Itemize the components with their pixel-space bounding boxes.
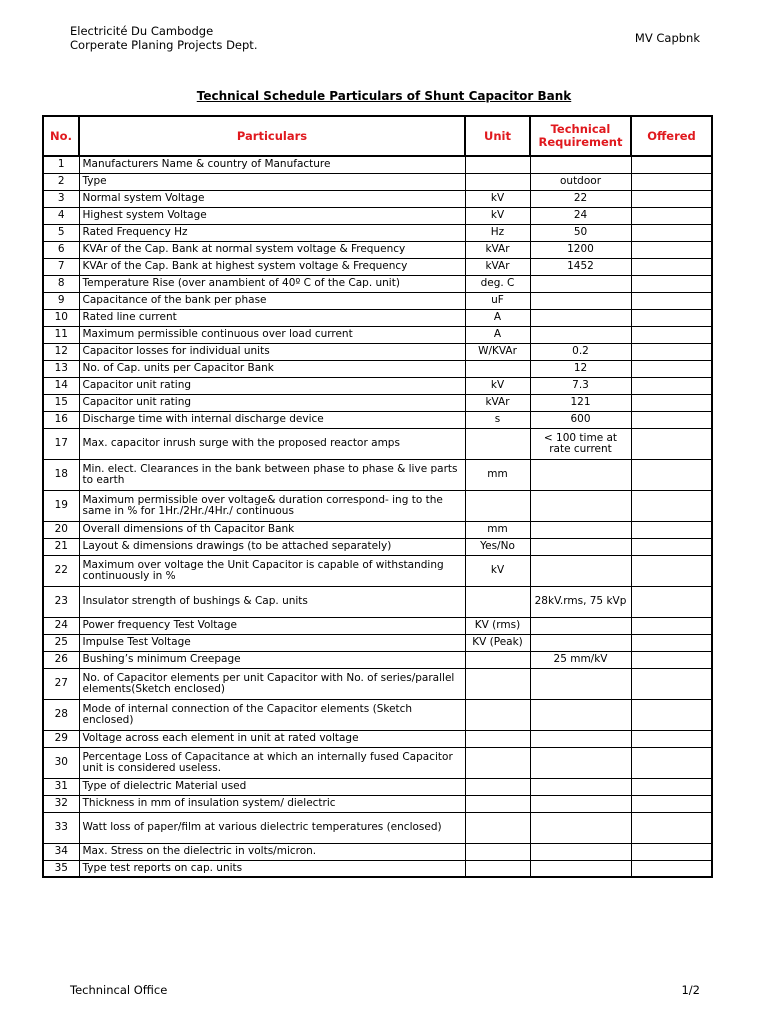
- particulars-cell: Maximum permissible over voltage& duration correspond- ing to the same in % for 1Hr./2Hr./4Hr./ continuous: [79, 490, 465, 521]
- unit-cell: [465, 360, 530, 377]
- particulars-cell: Capacitor unit rating: [79, 394, 465, 411]
- particulars-cell: Min. elect. Clearances in the bank between phase to phase & live parts to earth: [79, 459, 465, 490]
- table-row: [43, 860, 712, 877]
- unit-cell: Yes/No: [465, 538, 530, 555]
- technical-requirement-cell: 24: [530, 207, 631, 224]
- table-row: [43, 668, 712, 699]
- organization-header: [70, 24, 257, 52]
- unit-cell: W/KVAr: [465, 343, 530, 360]
- technical-requirement-cell: [530, 747, 631, 778]
- technical-requirement-cell: [530, 459, 631, 490]
- particulars-cell: Insulator strength of bushings & Cap. units: [79, 586, 465, 617]
- row-number-cell: 25: [43, 634, 79, 651]
- department-name: Corperate Planing Projects Dept.: [70, 38, 258, 52]
- particulars-cell: Capacitance of the bank per phase: [79, 292, 465, 309]
- unit-cell: KV (rms): [465, 617, 530, 634]
- unit-cell: A: [465, 309, 530, 326]
- row-number-cell: 32: [43, 795, 79, 812]
- row-number-cell: 34: [43, 843, 79, 860]
- technical-requirement-cell: [530, 156, 631, 173]
- particulars-cell: Maximum over voltage the Unit Capacitor is capable of withstanding continuously in %: [79, 555, 465, 586]
- unit-cell: [465, 812, 530, 843]
- table-row: [43, 459, 712, 490]
- table-row: [43, 394, 712, 411]
- particulars-cell: Discharge time with internal discharge device: [79, 411, 465, 428]
- offered-cell: [631, 428, 712, 459]
- technical-requirement-cell: 28kV.rms, 75 kVp: [530, 586, 631, 617]
- row-number-cell: 24: [43, 617, 79, 634]
- offered-cell: [631, 730, 712, 747]
- offered-cell: [631, 747, 712, 778]
- technical-requirement-cell: [530, 326, 631, 343]
- particulars-cell: Rated line current: [79, 309, 465, 326]
- table-row: [43, 812, 712, 843]
- particulars-cell: No. of Capacitor elements per unit Capacitor with No. of series/parallel elements(Sketch enclosed): [79, 668, 465, 699]
- particulars-cell: Capacitor losses for individual units: [79, 343, 465, 360]
- technical-requirement-cell: [530, 490, 631, 521]
- table-row: [43, 617, 712, 634]
- offered-cell: [631, 778, 712, 795]
- row-number-cell: 12: [43, 343, 79, 360]
- unit-cell: kV: [465, 555, 530, 586]
- table-row: [43, 586, 712, 617]
- particulars-cell: Impulse Test Voltage: [79, 634, 465, 651]
- technical-requirement-cell: 50: [530, 224, 631, 241]
- row-number-cell: 6: [43, 241, 79, 258]
- technical-requirement-cell: 1200: [530, 241, 631, 258]
- row-number-cell: 3: [43, 190, 79, 207]
- unit-cell: deg. C: [465, 275, 530, 292]
- technical-requirement-cell: 0.2: [530, 343, 631, 360]
- table-row: [43, 343, 712, 360]
- unit-cell: [465, 586, 530, 617]
- particulars-cell: Overall dimensions of th Capacitor Bank: [79, 521, 465, 538]
- technical-requirement-cell: 1452: [530, 258, 631, 275]
- row-number-cell: 20: [43, 521, 79, 538]
- table-row: [43, 156, 712, 173]
- table-row: [43, 521, 712, 538]
- row-number-cell: 18: [43, 459, 79, 490]
- offered-cell: [631, 795, 712, 812]
- unit-cell: [465, 651, 530, 668]
- row-number-cell: 19: [43, 490, 79, 521]
- offered-cell: [631, 224, 712, 241]
- particulars-cell: Temperature Rise (over anambient of 40º C of the Cap. unit): [79, 275, 465, 292]
- technical-requirement-cell: [530, 555, 631, 586]
- table-row: [43, 275, 712, 292]
- offered-cell: [631, 668, 712, 699]
- row-number-cell: 16: [43, 411, 79, 428]
- table-row: [43, 411, 712, 428]
- technical-requirement-cell: 600: [530, 411, 631, 428]
- technical-requirement-cell: [530, 860, 631, 877]
- technical-requirement-cell: 25 mm/kV: [530, 651, 631, 668]
- particulars-cell: Bushing’s minimum Creepage: [79, 651, 465, 668]
- unit-cell: kV: [465, 377, 530, 394]
- document-id: MV Capbnk: [634, 31, 700, 45]
- table-row: [43, 207, 712, 224]
- offered-cell: [631, 812, 712, 843]
- particulars-cell: Max. capacitor inrush surge with the proposed reactor amps: [79, 428, 465, 459]
- particulars-cell: No. of Cap. units per Capacitor Bank: [79, 360, 465, 377]
- unit-cell: [465, 860, 530, 877]
- unit-cell: kVAr: [465, 241, 530, 258]
- particulars-cell: KVAr of the Cap. Bank at normal system voltage & Frequency: [79, 241, 465, 258]
- offered-cell: [631, 258, 712, 275]
- offered-cell: [631, 394, 712, 411]
- offered-cell: [631, 538, 712, 555]
- technical-requirement-cell: [530, 795, 631, 812]
- offered-cell: [631, 360, 712, 377]
- unit-cell: [465, 173, 530, 190]
- unit-cell: kVAr: [465, 258, 530, 275]
- technical-schedule-table: [42, 115, 713, 878]
- unit-cell: [465, 778, 530, 795]
- table-row: [43, 778, 712, 795]
- offered-cell: [631, 411, 712, 428]
- unit-cell: [465, 747, 530, 778]
- technical-requirement-cell: [530, 292, 631, 309]
- particulars-cell: Percentage Loss of Capacitance at which an internally fused Capacitor unit is considered useless.: [79, 747, 465, 778]
- offered-cell: [631, 173, 712, 190]
- table-row: [43, 795, 712, 812]
- table-row: [43, 538, 712, 555]
- row-number-cell: 2: [43, 173, 79, 190]
- offered-cell: [631, 699, 712, 730]
- technical-requirement-cell: [530, 275, 631, 292]
- offered-cell: [631, 555, 712, 586]
- row-number-cell: 5: [43, 224, 79, 241]
- particulars-cell: Type: [79, 173, 465, 190]
- offered-cell: [631, 843, 712, 860]
- table-row: [43, 309, 712, 326]
- table-row: [43, 747, 712, 778]
- technical-requirement-cell: 22: [530, 190, 631, 207]
- column-header-technical-requirement: Technical Requirement: [530, 116, 631, 156]
- particulars-cell: Rated Frequency Hz: [79, 224, 465, 241]
- row-number-cell: 26: [43, 651, 79, 668]
- column-header-offered: Offered: [631, 116, 712, 156]
- unit-cell: [465, 428, 530, 459]
- technical-requirement-cell: outdoor: [530, 173, 631, 190]
- particulars-cell: Normal system Voltage: [79, 190, 465, 207]
- table-row: [43, 292, 712, 309]
- row-number-cell: 7: [43, 258, 79, 275]
- row-number-cell: 15: [43, 394, 79, 411]
- technical-requirement-cell: [530, 617, 631, 634]
- row-number-cell: 33: [43, 812, 79, 843]
- offered-cell: [631, 326, 712, 343]
- particulars-cell: Power frequency Test Voltage: [79, 617, 465, 634]
- offered-cell: [631, 275, 712, 292]
- offered-cell: [631, 617, 712, 634]
- unit-cell: [465, 490, 530, 521]
- unit-cell: s: [465, 411, 530, 428]
- document-title: Technical Schedule Particulars of Shunt Capacitor Bank: [196, 89, 572, 103]
- row-number-cell: 27: [43, 668, 79, 699]
- offered-cell: [631, 207, 712, 224]
- table-row: [43, 730, 712, 747]
- unit-cell: A: [465, 326, 530, 343]
- unit-cell: kV: [465, 190, 530, 207]
- particulars-cell: Mode of internal connection of the Capacitor elements (Sketch enclosed): [79, 699, 465, 730]
- table-row: [43, 490, 712, 521]
- unit-cell: kVAr: [465, 394, 530, 411]
- table-row: [43, 699, 712, 730]
- table-row: [43, 428, 712, 459]
- row-number-cell: 4: [43, 207, 79, 224]
- row-number-cell: 10: [43, 309, 79, 326]
- technical-requirement-cell: [530, 730, 631, 747]
- offered-cell: [631, 156, 712, 173]
- technical-requirement-cell: 12: [530, 360, 631, 377]
- row-number-cell: 11: [43, 326, 79, 343]
- row-number-cell: 23: [43, 586, 79, 617]
- table-row: [43, 651, 712, 668]
- column-header-unit: Unit: [465, 116, 530, 156]
- unit-cell: [465, 156, 530, 173]
- technical-requirement-cell: [530, 668, 631, 699]
- column-header-no: No.: [43, 116, 79, 156]
- table-row: [43, 190, 712, 207]
- particulars-cell: Watt loss of paper/film at various dielectric temperatures (enclosed): [79, 812, 465, 843]
- unit-cell: Hz: [465, 224, 530, 241]
- offered-cell: [631, 521, 712, 538]
- offered-cell: [631, 190, 712, 207]
- table-row: [43, 224, 712, 241]
- technical-requirement-cell: [530, 699, 631, 730]
- offered-cell: [631, 343, 712, 360]
- technical-requirement-cell: [530, 843, 631, 860]
- technical-requirement-cell: < 100 time at rate current: [530, 428, 631, 459]
- unit-cell: [465, 730, 530, 747]
- table-row: [43, 258, 712, 275]
- particulars-cell: Type of dielectric Material used: [79, 778, 465, 795]
- technical-requirement-cell: [530, 538, 631, 555]
- table-row: [43, 634, 712, 651]
- row-number-cell: 31: [43, 778, 79, 795]
- unit-cell: mm: [465, 521, 530, 538]
- offered-cell: [631, 377, 712, 394]
- table-row: [43, 360, 712, 377]
- row-number-cell: 13: [43, 360, 79, 377]
- table-header-row: [43, 116, 712, 156]
- particulars-cell: Type test reports on cap. units: [79, 860, 465, 877]
- unit-cell: [465, 668, 530, 699]
- column-header-particulars: Particulars: [79, 116, 465, 156]
- unit-cell: [465, 843, 530, 860]
- technical-requirement-cell: [530, 634, 631, 651]
- technical-requirement-cell: [530, 812, 631, 843]
- unit-cell: kV: [465, 207, 530, 224]
- offered-cell: [631, 634, 712, 651]
- offered-cell: [631, 651, 712, 668]
- offered-cell: [631, 459, 712, 490]
- particulars-cell: Maximum permissible continuous over load current: [79, 326, 465, 343]
- technical-requirement-cell: [530, 521, 631, 538]
- particulars-cell: Thickness in mm of insulation system/ dielectric: [79, 795, 465, 812]
- particulars-cell: Layout & dimensions drawings (to be attached separately): [79, 538, 465, 555]
- unit-cell: mm: [465, 459, 530, 490]
- offered-cell: [631, 860, 712, 877]
- particulars-cell: Max. Stress on the dielectric in volts/micron.: [79, 843, 465, 860]
- row-number-cell: 9: [43, 292, 79, 309]
- row-number-cell: 28: [43, 699, 79, 730]
- offered-cell: [631, 490, 712, 521]
- row-number-cell: 14: [43, 377, 79, 394]
- table-row: [43, 377, 712, 394]
- row-number-cell: 22: [43, 555, 79, 586]
- table-row: [43, 241, 712, 258]
- offered-cell: [631, 292, 712, 309]
- offered-cell: [631, 586, 712, 617]
- footer-office: Technincal Office: [70, 983, 168, 997]
- row-number-cell: 35: [43, 860, 79, 877]
- row-number-cell: 21: [43, 538, 79, 555]
- table-row: [43, 173, 712, 190]
- row-number-cell: 17: [43, 428, 79, 459]
- particulars-cell: Highest system Voltage: [79, 207, 465, 224]
- unit-cell: [465, 795, 530, 812]
- organization-name: Electricité Du Cambodge: [70, 24, 214, 38]
- unit-cell: KV (Peak): [465, 634, 530, 651]
- row-number-cell: 1: [43, 156, 79, 173]
- table-row: [43, 555, 712, 586]
- table-row: [43, 843, 712, 860]
- particulars-cell: Voltage across each element in unit at rated voltage: [79, 730, 465, 747]
- technical-requirement-cell: [530, 309, 631, 326]
- row-number-cell: 30: [43, 747, 79, 778]
- table-row: [43, 326, 712, 343]
- offered-cell: [631, 241, 712, 258]
- unit-cell: [465, 699, 530, 730]
- offered-cell: [631, 309, 712, 326]
- row-number-cell: 29: [43, 730, 79, 747]
- technical-requirement-cell: 7.3: [530, 377, 631, 394]
- particulars-cell: Capacitor unit rating: [79, 377, 465, 394]
- particulars-cell: Manufacturers Name & country of Manufacture: [79, 156, 465, 173]
- technical-requirement-cell: [530, 778, 631, 795]
- technical-requirement-cell: 121: [530, 394, 631, 411]
- unit-cell: uF: [465, 292, 530, 309]
- page-number: 1/2: [681, 983, 700, 997]
- particulars-cell: KVAr of the Cap. Bank at highest system voltage & Frequency: [79, 258, 465, 275]
- row-number-cell: 8: [43, 275, 79, 292]
